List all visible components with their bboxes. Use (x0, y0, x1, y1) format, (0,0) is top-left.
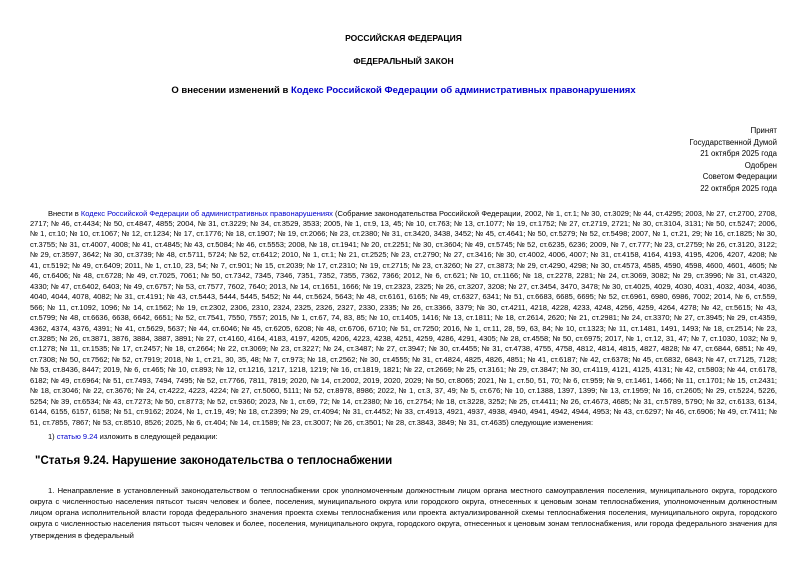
header-doc-type: ФЕДЕРАЛЬНЫЙ ЗАКОН (353, 56, 454, 66)
amendment-text: изложить в следующей редакции: (97, 432, 218, 442)
amendment-article-link[interactable]: статью 9.24 (56, 432, 98, 442)
adoption-line: 21 октября 2025 года (700, 149, 777, 159)
amendment-number: 1) (48, 432, 57, 442)
adoption-line: 22 октября 2025 года (700, 183, 777, 193)
amendment-item (30, 432, 777, 442)
article-paragraph: 1. Ненаправление в установленный законодательством о теплоснабжении срок уполномоченным должностным лицом органа местного самоуправления поселения, муниципального округа, городского округа с численностью населения пятьсот тысяч человек и более, поселения, муниципального округа или городского округа, отнесенных к ценовым зонам теплоснабжения, уполномоченным должностным лицом органа исполнительной власти города федерального значения проекта схемы теплоснабжения или проекта актуализированной схемы теплоснабжения поселения, муниципального округа, городского округа с численностью населения пятьсот тысяч человек и более, поселения, муниципального округа, городского округа, отнесенных к ценовым зонам теплоснабжения, или города федерального значения для утверждения в федеральный (30, 485, 777, 540)
intro-paragraph (30, 209, 777, 429)
adoption-line: Принят (750, 126, 777, 135)
adoption-line: Одобрен (744, 160, 777, 170)
intro-citations: (Собрание законодательства Российской Федерации, 2002, № 1, ст.1; № 30, ст.3029; № 44, ст.4295; 2003, № 27, ст.2700, 2708, 2717; № 46, ст.4434; № 50, ст.4847, 4855; 2004, № 31, ст.3229; № 34, ст.3529, 3533; 2005, № 1, ст.9, 13, 45; № 10, ст.763; № 13, ст.1077; № 19, ст.1752; № 27, ст.2719, 2721; № 30, ст.3104, 3131; № 50, ст.5247; 2006, № 1, ст.10; № 10, ст.1067; № 12, ст.1234; № 17, ст.1776; № 18, ст.1907; № 19, ст.2066; № 23, ст.2380; № 31, ст.3420, 3438, 3452; № 45, ст.4641; № 50, ст.5279; № 52, ст.5498; 2007, № 1, ст.21, 29; № 16, ст.1825; № 30, ст.3755; № 31, ст.4007, 4008; № 41, ст.4845; № 43, ст.5084; № 46, ст.5553; 2008, № 18, ст.1941; № 20, ст.2251; № 30, ст.3604; № 49, ст.5745; № 52, ст.6235, 6236; 2009, № 7, ст.777; № 23, ст.2759; № 26, ст.3120, 3122; № 29, ст.3597, 3642; № 30, ст.3739; № 48, ст.5711, 5724; № 52, ст.6412; 2010, № 1, ст.1; № 21, ст.2525; № 23, ст.2790; № 27, ст.3416; № 30, ст.4002, 4006, 4007; № 31, ст.4158, 4164, 4193, 4195, 4206, 4207, 4208; № 41, ст.5192; № 49, ст.6409; 2011, № 1, ст.10, 23, 54; № 7, ст.901; № 15, ст.2039; № 17, ст.2310; № 19, ст.2715; № 23, ст.3260; № 27, ст.3873; № 29, ст.4290, 4298; № 30, ст.4573, 4585, 4590, 4598, 4600, 4601, 4605; № 46, ст.6406; № 48, ст.6728; № 49, ст.7025, 7061; № 50, ст.7342, 7345, 7346, 7351, 7352, 7355, 7362, 7366; 2012, № 6, ст.621; № 10, ст.1166; № 18, ст.2278, 2281; № 24, ст.3069, 3082; № 29, ст.3996; № 31, ст.4320, 4330; № 47, ст.6402, 6403; № 49, ст.6757; № 53, ст.7577, 7602, 7640; 2013, № 14, ст.1651, 1666; № 19, ст.2323, 2325; № 26, ст.3207, 3208; № 27, ст.3454, 3470, 3478; № 30, ст.4025, 4029, 4030, 4031, 4032, 4034, 4036, 4040, 4044, 4078, 4082; № 31, ст.4191; № 43, ст.5443, 5444, 5445, 5452; № 44, ст.5624, 5643; № 48, ст.6161, 6165; № 49, ст.6327, 6341; № 51, ст.6683, 6685, 6695; № 52, ст.6961, 6980, 6986, 7002; 2014, № 6, ст.559, 566; № 11, ст.1092, 1096; № 14, ст.1562; № 19, ст.2302, 2306, 2310, 2324, 2325, 2326, 2327, 2330, 2335; № 26, ст.3366, 3379; № 30, ст.4211, 4218, 4228, 4233, 4248, 4256, 4259, 4264, 4278; № 42, ст.5615; № 43, ст.5799; № 48, ст.6636, 6638, 6642, 6651; № 52, ст.7541, 7550, 7557; 2015, № 1, ст.67, 74, 83, 85; № 10, ст.1405, 1416; № 13, ст.1811; № 18, ст.2614, 2620; № 21, ст.2981; № 24, ст.3370; № 27, ст.3945; № 29, ст.4359, 4362, 4374, 4376, 4391; № 41, ст.5629, 5637; № 44, ст.6046; № 45, ст.6205, 6208; № 48, ст.6706, 6710; № 51, ст.7250; 2016, № 1, ст.11, 28, 59, 63, 84; № 10, ст.1323; № 11, ст.1481, 1491, 1493; № 18, ст.2514; № 23, ст.3285; № 26, ст.3871, 3876, 3884, 3887, 3891; № 27, ст.4160, 4164, 4183, 4197, 4205, 4206, 4223, 4238, 4251, 4259, 4286, 4291, 4305; № 28, ст.4558; № 50, ст.6975; 2017, № 1, ст.12, 31, 47; № 7, ст.1030, 1032; № 9, ст.1278; № 11, ст.1535; № 17, ст.2457; № 18, ст.2664; № 22, ст.3069; № 23, ст.3227; № 24, ст.3487; № 27, ст.3947; № 30, ст.4455; № 31, ст.4738, 4755, 4758, 4812, 4814, 4815, 4827, 4828; № 47, ст.6844, 6851; № 49, ст.7308; № 50, ст.7562; № 52, ст.7919; 2018, № 1, ст.21, 30, 35, 48; № 7, ст.973; № 18, ст.2562; № 30, ст.4555; № 31, ст.4824, 4825, 4826, 4851; № 41, ст.6187; № 42, ст.6378; № 45, ст.6832, 6843; № 47, ст.7125, 7128; № 53, ст.8436, 8447; 2019, № 6, ст.465; № 10, ст.893; № 12, ст.1216, 1217, 1218, 1219; № 16, ст.1819, 1821; № 22, ст.2669; № 25, ст.3161; № 29, ст.3847; № 30, ст.4119, 4121, 4125, 4131; № 42, ст.5803; № 44, ст.6178, 6182; № 49, ст.6964; № 51, ст.7493, 7494, 7495; № 52, ст.7766, 7811, 7819; 2020, № 14, ст.2002, 2019, 2020, 2029; № 50, ст.8065; 2021, № 1, ст.50, 51, 70; № 6, ст.959; № 9, ст.1461, 1466; № 11, ст.1701; № 15, ст.2431; № 18, ст.3046; № 22, ст.3676; № 24, ст.4222, 4223, 4224; № 27, ст.5060, 5111; № 52, ст.8978, 8986; 2022, № 1, ст.3, 37, 49; № 5, ст.676; № 10, ст.1388, 1397, 1399; № 13, ст.1959; № 16, ст.2605; № 29, ст.5224, 5226, 5254; № 39, ст.6534; № 43, ст.7273; № 50, ст.8773; № 52, ст.9360; 2023, № 1, ст.69, 72; № 14, ст.2380; № 16, ст.2754; № 18, ст.3228, 3252; № 25, ст.4411; № 26, ст.4673, 4685; № 31, ст.5789, 5790; № 32, ст.6133, 6134, 6144, 6155, 6157, 6158; № 51, ст.9162; 2024, № 1, ст.19, 49; № 18, ст.2399; № 29, ст.4094; № 31, ст.4452; № 33, ст.4913, 4921, 4937, 4938, 4940, 4941, 4942, 4944, 4953; № 43, ст.6297; № 46, ст.6906; № 49, ст.7411; № 51, ст.7855, 7867; № 53, ст.8510, 8526; 2025, № 6, ст.404; № 14, ст.1589; № 23, ст.3007; № 26, ст.3501; № 28, ст.3843, 3849; № 31, ст.4635) следующие изменения: (30, 208, 777, 427)
adoption-line: Советом Федерации (702, 172, 777, 182)
adoption-line: Государственной Думой (689, 137, 777, 147)
article-heading: "Статья 9.24. Нарушение законодательства о теплоснабжении (35, 454, 393, 467)
title-prefix: О внесении изменений в (171, 85, 291, 96)
title-codex-link[interactable]: Кодекс Российской Федерации об административных правонарушениях (290, 85, 636, 96)
intro-prefix: Внести в (48, 208, 81, 218)
intro-codex-link[interactable]: Кодекс Российской Федерации об административных правонарушениях (80, 208, 333, 218)
adoption-block (30, 125, 777, 195)
page-title (30, 85, 777, 96)
header-country: РОССИЙСКАЯ ФЕДЕРАЦИЯ (345, 33, 462, 43)
